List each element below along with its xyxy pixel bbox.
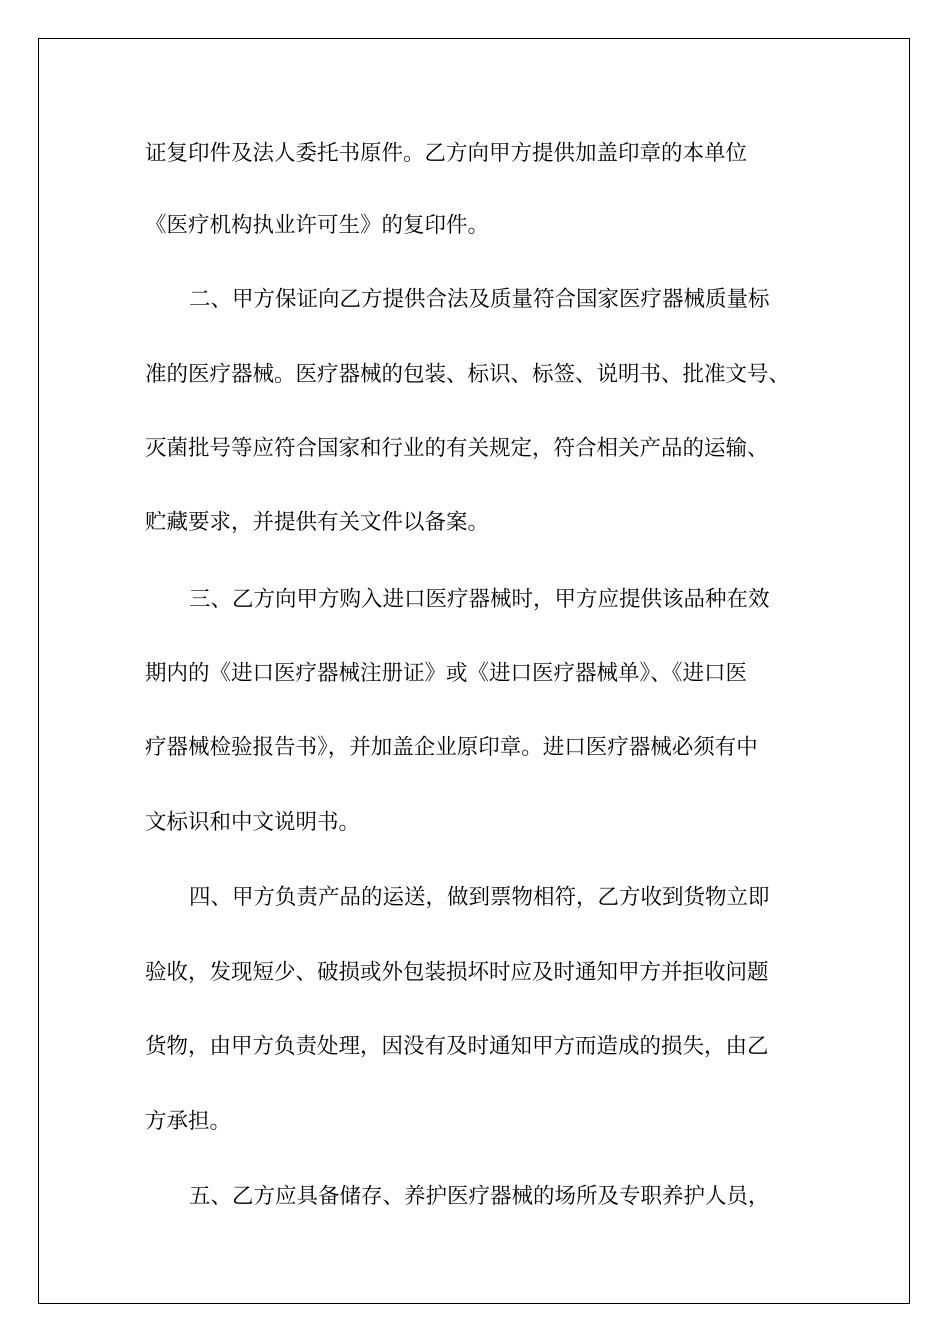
text-line: 验收，发现短少、破损或外包装损坏时应及时通知甲方并拒收问题 [145, 960, 769, 985]
paragraph-4-start: 四、甲方负责产品的运送，做到票物相符，乙方收到货物立即 [189, 885, 770, 910]
text-line: 贮藏要求，并提供有关文件以备案。 [145, 510, 490, 535]
text-line: 方承担。 [145, 1109, 232, 1134]
text-line: 货物，由甲方负责处理，因没有及时通知甲方而造成的损失，由乙 [145, 1034, 769, 1059]
paragraph-5-start: 五、乙方应具备储存、养护医疗器械的场所及专职养护人员， [189, 1184, 770, 1209]
text-line: 准的医疗器械。医疗器械的包装、标识、标签、说明书、批准文号、 [145, 362, 791, 387]
text-line: 疗器械检验报告书》，并加盖企业原印章。进口医疗器械必须有中 [145, 735, 758, 760]
text-line: 文标识和中文说明书。 [145, 810, 361, 835]
text-line: 《医疗机构执业许可生》的复印件。 [145, 213, 490, 238]
paragraph-2-start: 二、甲方保证向乙方提供合法及质量符合国家医疗器械质量标 [189, 287, 770, 312]
text-line: 期内的《进口医疗器械注册证》或《进口医疗器械单》、《进口医 [145, 661, 748, 686]
text-line: 证复印件及法人委托书原件。乙方向甲方提供加盖印章的本单位 [145, 141, 748, 166]
text-line: 灭菌批号等应符合国家和行业的有关规定，符合相关产品的运输、 [145, 436, 769, 461]
paragraph-3-start: 三、乙方向甲方购入进口医疗器械时，甲方应提供该品种在效 [189, 587, 770, 612]
